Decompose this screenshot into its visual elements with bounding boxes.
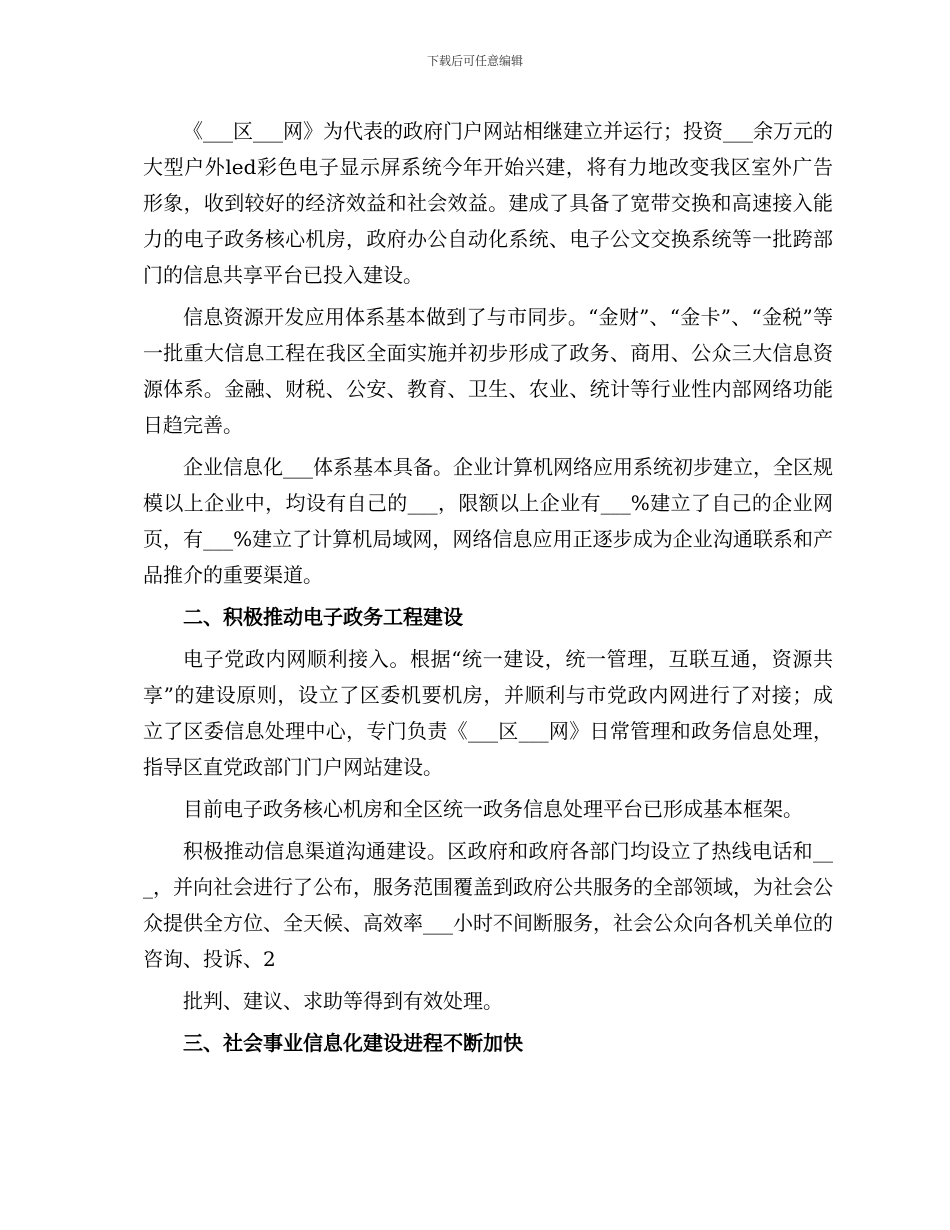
paragraph-info-channels: 积极推动信息渠道沟通建设。区政府和政府各部门均设立了热线电话和___，并向社会进行了公布，服务范围覆盖到政府公共服务的全部领域，为社会公众提供全方位、全天候、高效率___小时不间断服务，社会公众向各机关单位的咨询、投诉、2 [143, 839, 833, 971]
paragraph-core-machine-room: 目前电子政务核心机房和全区统一政务信息处理平台已形成基本框架。 [183, 797, 803, 821]
section-heading-social-informatization: 三、社会事业信息化建设进程不断加快 [183, 1031, 523, 1055]
paragraph-party-intranet: 电子党政内网顺利接入。根据“统一建设，统一管理，互联互通，资源共享”的建设原则，设立了区委机要机房，并顺利与市党政内网进行了对接；成立了区委信息处理中心，专门负责《___区___网》日常管理和政务信息处理，指导区直党政部门门户网站建设。 [143, 647, 833, 779]
section-heading-e-government: 二、积极推动电子政务工程建设 [183, 605, 463, 629]
document-body [143, 113, 833, 1067]
paragraph-enterprise-informatization: 企业信息化___体系基本具备。企业计算机网络应用系统初步建立，全区规模以上企业中，均设有自己的___，限额以上企业有___%建立了自己的企业网页，有___%建立了计算机局域网，网络信息应用正逐步成为企业沟通联系和产品推介的重要渠道。 [143, 455, 833, 587]
paragraph-info-resources: 信息资源开发应用体系基本做到了与市同步。“金财”、“金卡”、“金税”等一批重大信息工程在我区全面实施并初步形成了政务、商用、公众三大信息资源体系。金融、财税、公安、教育、卫生、农业、统计等行业性内部网络功能日趋完善。 [143, 305, 833, 437]
paragraph-handling: 批判、建议、求助等得到有效处理。 [183, 989, 503, 1013]
paragraph-portal-websites: 《___区___网》为代表的政府门户网站相继建立并运行；投资___余万元的大型户外led彩色电子显示屏系统今年开始兴建，将有力地改变我区室外广告形象，收到较好的经济效益和社会效益。建成了具备了宽带交换和高速接入能力的电子政务核心机房，政府办公自动化系统、电子公文交换系统等一批跨部门的信息共享平台已投入建设。 [143, 119, 833, 287]
page-header: 下载后可任意编辑 [426, 54, 523, 68]
